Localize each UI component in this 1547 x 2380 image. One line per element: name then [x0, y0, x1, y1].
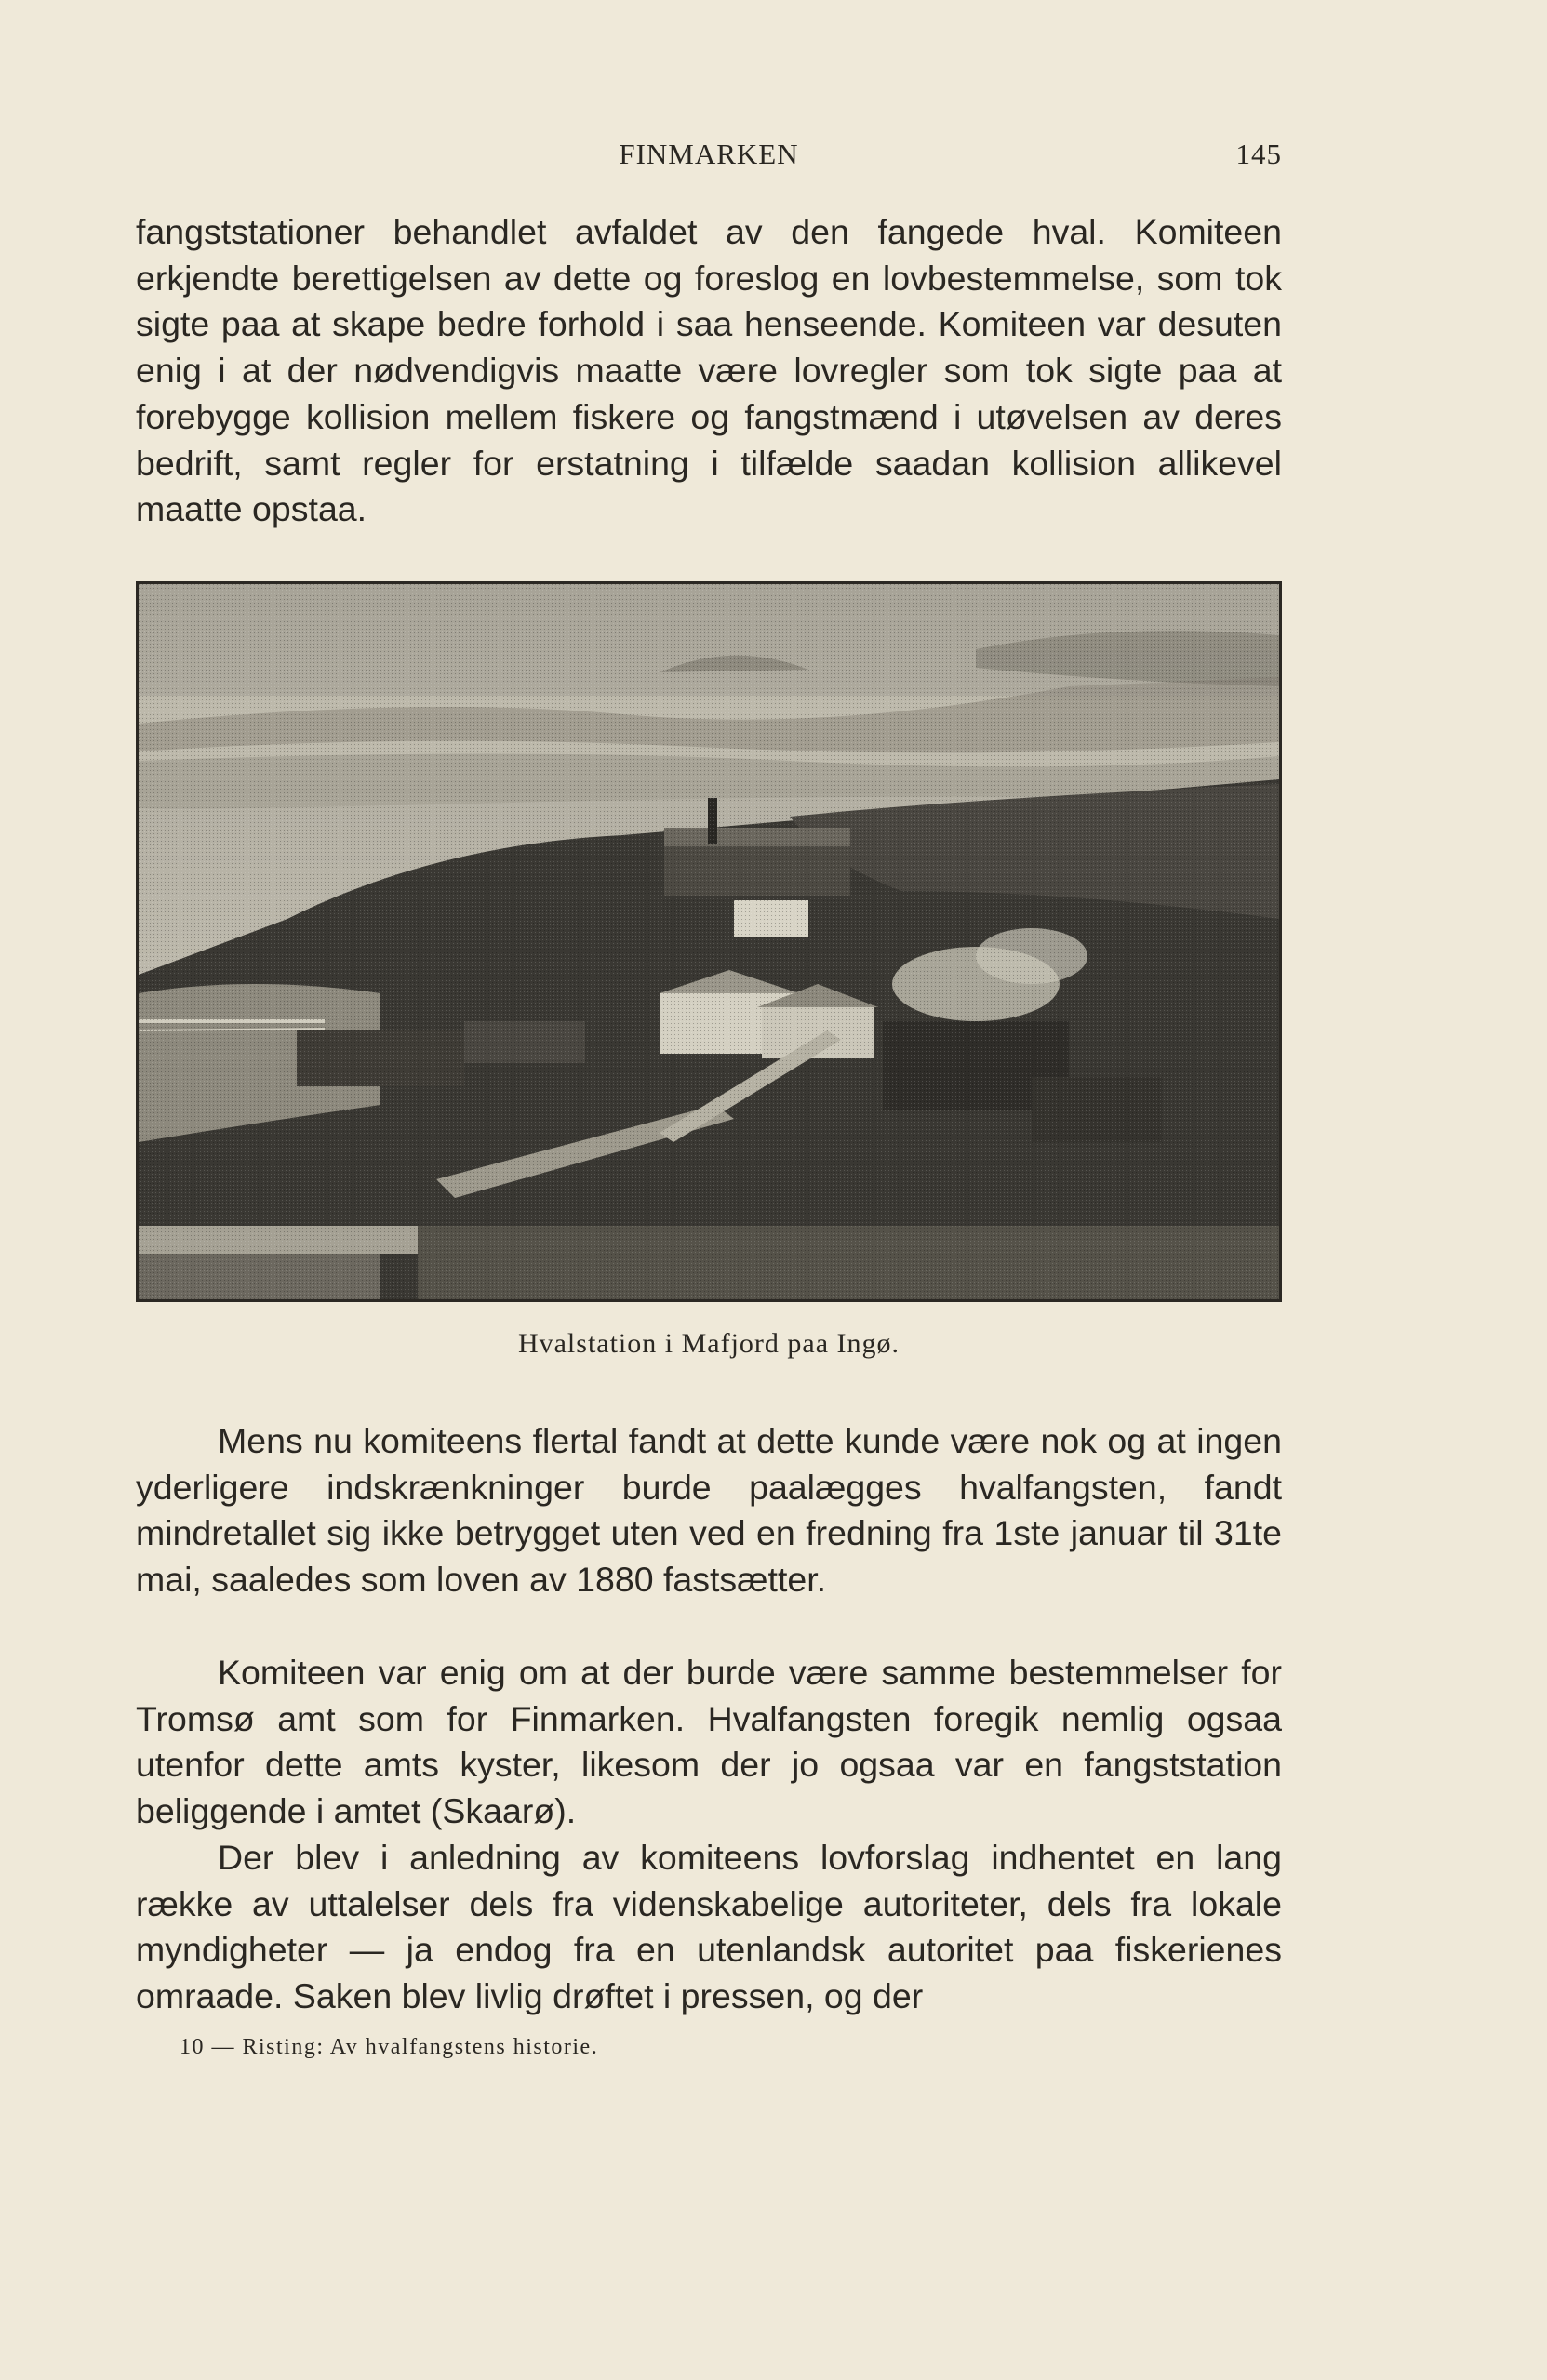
printer-signature: 10 — Risting: Av hvalfangstens historie. [180, 2035, 599, 2059]
page-number: 145 [1235, 138, 1282, 170]
running-title: FINMARKEN [619, 138, 799, 170]
running-header [136, 138, 1282, 179]
figure-caption: Hvalstation i Mafjord paa Ingø. [517, 1328, 900, 1359]
paragraph-2: Mens nu komiteens flertal fandt at dette kunde være nok og at ingen yderligere indskrænkninger burde paalægges hvalfangsten, fandt mindretallet sig ikke betrygget uten ved en fredning fra 1ste januar til 31te mai, saaledes som loven av 1880 fastsætter. [136, 1421, 1282, 1600]
paragraph-3: Komiteen var enig om at der burde være samme bestemmelser for Tromsø amt som for Finmarken. Hvalfangsten foregik nemlig ogsaa utenfor dette amts kyster, likesom der jo ogsaa var en fangststation beliggende i amtet (Skaarø). [136, 1653, 1282, 1831]
photograph-whaling-station [136, 581, 1282, 1302]
paragraph-1: fangststationer behandlet avfaldet av den fangede hval. Komiteen erkjendte berettigelsen av dette og foreslog en lovbestemmelse, som tok sigte paa at skape bedre forhold i saa henseende. Komiteen var desuten enig i at der nødvendigvis maatte være lovregler som tok sigte paa at forebygge kollision mellem fiskere og fangstmænd i utøvelsen av deres bedrift, samt regler for erstatning i tilfælde saadan kollision allikevel maatte opstaa. [136, 212, 1282, 529]
paragraph-4: Der blev i anledning av komiteens lovforslag indhentet en lang række av uttalelser dels fra videnskabelige autoriteter, dels fra lokale myndigheter — ja endog fra en utenlandsk autoritet paa fiskerienes omraade. Saken blev livlig drøftet i pressen, og der [136, 1838, 1282, 2016]
